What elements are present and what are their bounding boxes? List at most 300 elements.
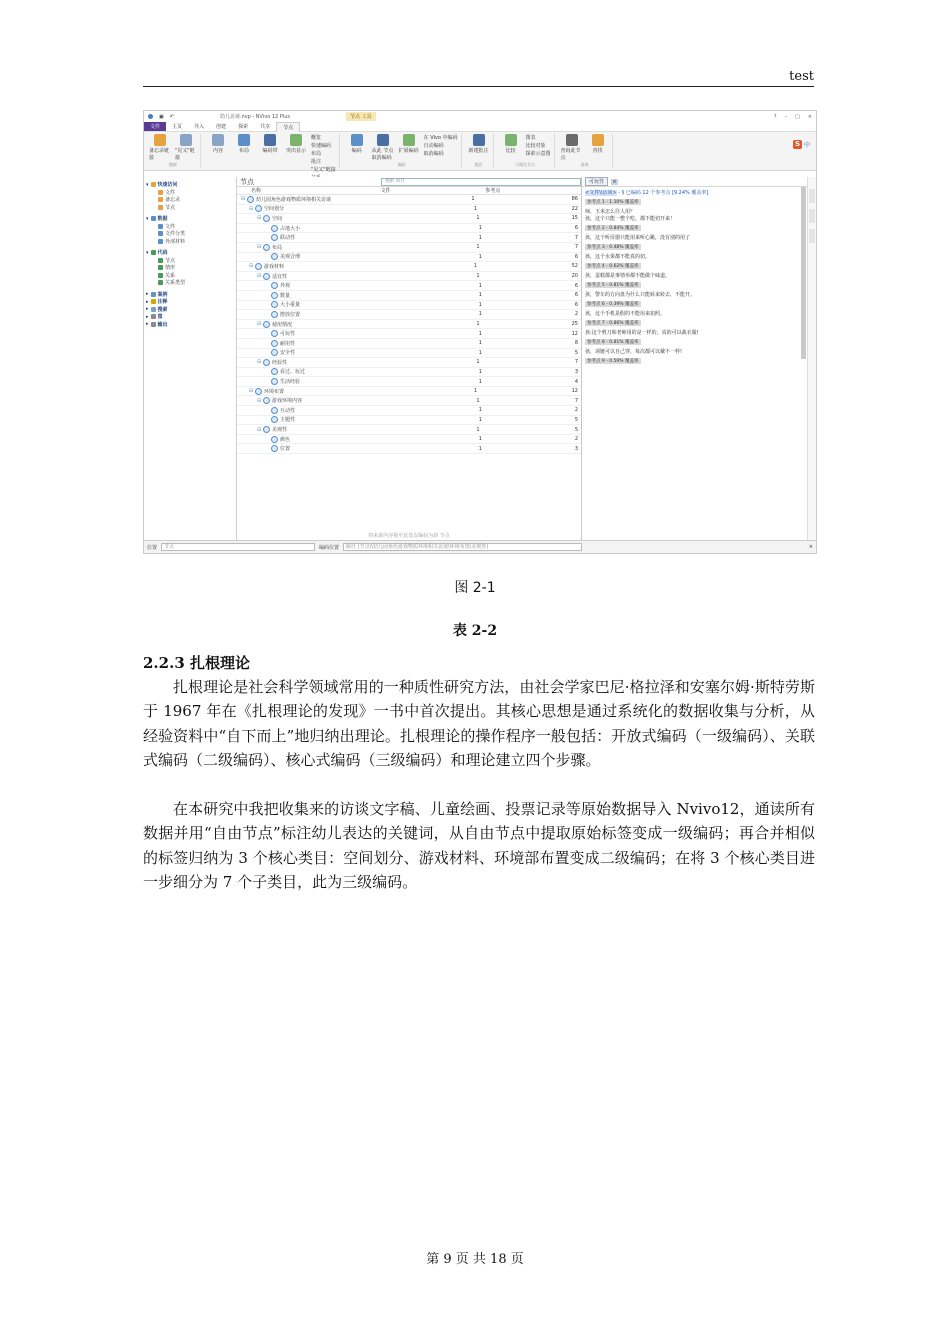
- collapse-icon[interactable]: ⊟: [257, 215, 262, 222]
- node-name-cell: [237, 321, 476, 328]
- node-icon: [263, 397, 270, 404]
- ribbon-group-buttons: [468, 134, 490, 154]
- detail-body: [582, 187, 816, 369]
- reference-header: 参考点 5 - 0.81% 覆盖率: [587, 283, 639, 288]
- ribbon-button[interactable]: [500, 134, 522, 154]
- sogou-icon: S: [794, 140, 800, 148]
- list-header: [237, 177, 581, 187]
- save-icon[interactable]: ▣: [159, 113, 164, 120]
- node-files: 1: [478, 445, 482, 452]
- path-field[interactable]: 路径 (节点\\幼儿园角色游戏物质环境相关访谈\环境布置\美观性): [343, 543, 582, 551]
- node-icon: [263, 426, 270, 433]
- node-name-cell: [237, 225, 478, 232]
- ribbon-small-button[interactable]: 图表: [525, 135, 536, 141]
- node-icon: [271, 436, 278, 443]
- expand-icon[interactable]: ▾: [146, 181, 149, 188]
- reference-header: 参考点 8 - 0.81% 覆盖率: [587, 340, 639, 345]
- statusbar-close-icon[interactable]: ×: [808, 544, 813, 550]
- reference-text: 孩，这个水果都不能真的切。: [585, 254, 651, 260]
- nav-group[interactable]: [146, 215, 234, 223]
- node-icon: [271, 407, 278, 414]
- table-row[interactable]: [237, 301, 581, 311]
- node-name: 大小重量: [280, 302, 301, 309]
- table-row[interactable]: [237, 444, 581, 454]
- ribbon-button[interactable]: [372, 134, 394, 161]
- node-name-cell: [237, 330, 478, 337]
- ribbon-button[interactable]: [561, 134, 583, 161]
- ribbon-small-button[interactable]: 批注: [311, 159, 322, 165]
- reference-block: [585, 301, 813, 317]
- col-files[interactable]: 文件: [380, 188, 391, 194]
- node-name: 环境布置: [264, 388, 285, 395]
- collapse-icon[interactable]: ⊟: [257, 397, 262, 404]
- status-bar: [144, 540, 816, 553]
- maximize-icon[interactable]: □: [795, 113, 800, 120]
- node-name: 互动性: [280, 407, 296, 414]
- nav-item-icon: [158, 205, 163, 210]
- ribbon: [144, 132, 816, 171]
- table-row[interactable]: [237, 253, 581, 263]
- ribbon-small-button[interactable]: 比较对象: [525, 143, 546, 149]
- ribbon-small-button[interactable]: 取消编码: [423, 151, 444, 157]
- node-name: 幼儿园角色游戏物质环境相关访谈: [256, 196, 332, 203]
- ribbon-group-label: 编码: [397, 162, 406, 167]
- summary-link[interactable]: <文件\\访谈>: [585, 190, 617, 196]
- ribbon-button-label: 备忘录链接: [149, 148, 170, 161]
- location-field[interactable]: 节点: [161, 543, 315, 551]
- node-files: 1: [476, 359, 480, 366]
- reference-block: [585, 263, 813, 279]
- nav-item-icon: [158, 239, 163, 244]
- node-name: 颜色: [280, 436, 291, 443]
- ribbon-group-buttons: [149, 134, 197, 161]
- detail-scrollbar[interactable]: [801, 187, 806, 359]
- reference-text: 孩，警车的方向盘为什么只能转来转去、不能开。: [585, 292, 696, 298]
- detail-close-icon[interactable]: ×: [612, 178, 617, 185]
- table-row[interactable]: [237, 406, 581, 416]
- undo-icon[interactable]: ↶: [169, 113, 174, 120]
- ribbon-button-icon: [290, 134, 302, 146]
- table-row[interactable]: [237, 396, 581, 406]
- ribbon-button[interactable]: [233, 134, 255, 154]
- ribbon-button-icon: [264, 134, 276, 146]
- node-refs: 8: [574, 340, 578, 347]
- tab-6[interactable]: 节点: [276, 122, 300, 132]
- nav-item[interactable]: [146, 257, 234, 265]
- node-icon: [271, 234, 278, 241]
- ribbon-group-buttons: [346, 134, 458, 161]
- table-row[interactable]: [237, 262, 581, 272]
- ribbon-button-label: 比较: [505, 148, 516, 154]
- node-refs: 22: [571, 205, 578, 212]
- node-refs: 5: [574, 416, 578, 423]
- table-row[interactable]: [237, 416, 581, 426]
- col-name[interactable]: 名称: [251, 188, 262, 194]
- table-row[interactable]: [237, 425, 581, 435]
- node-name: 主题性: [280, 417, 296, 424]
- node-name-cell: [237, 234, 478, 241]
- nav-item-icon: [158, 273, 163, 278]
- reference-block: [585, 244, 813, 260]
- collapse-icon[interactable]: ⊟: [257, 321, 262, 328]
- nav-item[interactable]: [146, 279, 234, 287]
- reference-text: 孩:这个剪刀和老师用的是一样的，真的可以裁衣服!: [585, 330, 699, 336]
- ribbon-group-label: 可视化节点: [515, 162, 536, 167]
- node-refs: 3: [574, 445, 578, 452]
- collapse-icon[interactable]: ⊟: [257, 426, 262, 433]
- ribbon-group-2: [343, 134, 462, 168]
- node-refs: 15: [571, 215, 578, 222]
- nav-group-icon: [151, 322, 156, 327]
- node-files: 1: [476, 397, 480, 404]
- node-refs: 20: [571, 273, 578, 280]
- node-name: 美观性: [272, 427, 288, 434]
- node-name-cell: [237, 407, 478, 414]
- node-icon: [271, 282, 278, 289]
- ribbon-small-button[interactable]: 探索示意图: [525, 151, 551, 157]
- node-name: 生活经验: [280, 379, 301, 386]
- detail-tab[interactable]: 可玩性: [585, 177, 608, 186]
- search-input[interactable]: 搜索 项目: [381, 178, 581, 186]
- nav-item[interactable]: [146, 204, 234, 212]
- node-icon: [255, 205, 262, 212]
- paragraph-1: 扎根理论是社会科学领域常用的一种质性研究方法，由社会学家巴尼·格拉泽和安塞尔姆·斯特劳斯于 1967 年在《扎根理论的发现》一书中首次提出。其核心思想是通过系统化的数据收集与分析，从经验资料中“自下而上”地归纳出理论。扎根理论的操作程序一般包括：开放式编码（一级编码）、关联式编码（二级编码）、核心式编码（三级编码）和理论建立四个步骤。: [143, 678, 815, 769]
- node-icon: [271, 253, 278, 260]
- tab-2[interactable]: 导入: [194, 124, 205, 130]
- ribbon-button-label: 扩展编码: [398, 148, 419, 154]
- ribbon-small-button[interactable]: 布局: [311, 151, 322, 157]
- collapse-icon[interactable]: ⊟: [257, 359, 262, 366]
- nav-group[interactable]: [146, 298, 234, 306]
- collapse-icon[interactable]: ⊟: [249, 205, 254, 212]
- collapse-icon[interactable]: ⊟: [241, 196, 246, 203]
- main-area: [144, 177, 816, 541]
- nav-group-icon: [151, 250, 156, 255]
- ribbon-group-label: 链接: [169, 162, 177, 167]
- expand-icon[interactable]: ▸: [146, 298, 149, 305]
- nav-group-label: 数据: [157, 216, 168, 223]
- node-icon: [255, 388, 262, 395]
- node-name-cell: [237, 253, 478, 260]
- collapse-icon[interactable]: ⊟: [257, 244, 262, 251]
- ribbon-small-button[interactable]: 快速编码: [311, 143, 332, 149]
- nav-item[interactable]: [146, 264, 234, 272]
- table-row[interactable]: [237, 349, 581, 359]
- nav-item-label: 文件分类: [165, 231, 186, 238]
- ribbon-button[interactable]: [468, 134, 490, 154]
- ribbon-button-icon: [403, 134, 415, 146]
- nav-item[interactable]: [146, 238, 234, 246]
- nav-group-label: 代码: [157, 250, 168, 257]
- table-row[interactable]: [237, 224, 581, 234]
- node-files: 1: [471, 196, 475, 203]
- tab-1[interactable]: 主页: [172, 124, 183, 130]
- table-row[interactable]: [237, 214, 581, 224]
- nav-group[interactable]: [146, 291, 234, 299]
- table-row[interactable]: [237, 368, 581, 378]
- node-icon: [271, 330, 278, 337]
- node-name: 空间划分: [264, 206, 285, 213]
- table-caption: 表 2-2: [452, 623, 498, 639]
- nav-group[interactable]: [146, 313, 234, 321]
- ribbon-button-icon: [566, 134, 578, 146]
- node-name-cell: [237, 273, 476, 280]
- right-sidebar: [807, 177, 816, 541]
- node-name: 空间: [272, 215, 283, 222]
- ribbon-button[interactable]: [149, 134, 171, 161]
- node-icon: [271, 340, 278, 347]
- ribbon-button-icon: [592, 134, 604, 146]
- ribbon-button[interactable]: [285, 134, 307, 154]
- node-name: 游戏环境内容: [272, 398, 303, 405]
- node-icon: [271, 416, 278, 423]
- table-row[interactable]: [237, 195, 581, 205]
- window-controls: [774, 114, 812, 120]
- ribbon-small-buttons: [526, 134, 551, 157]
- node-name: 适宜性: [272, 273, 288, 280]
- node-files: 1: [478, 292, 482, 299]
- node-icon: [255, 263, 262, 270]
- table-row[interactable]: [237, 281, 581, 291]
- node-refs: 25: [571, 321, 578, 328]
- node-files: 1: [476, 215, 480, 222]
- node-name: 看过、玩过: [280, 369, 306, 376]
- node-files: 1: [478, 225, 482, 232]
- nav-item[interactable]: [146, 189, 234, 197]
- nav-group[interactable]: [146, 249, 234, 257]
- help-icon[interactable]: ?: [773, 113, 777, 120]
- expand-icon[interactable]: ▸: [146, 313, 149, 320]
- node-refs: 7: [574, 234, 578, 241]
- minimize-icon[interactable]: –: [784, 113, 788, 120]
- ribbon-small-button[interactable]: "见又"链接: [311, 167, 336, 173]
- node-files: 1: [478, 378, 482, 385]
- ribbon-button-icon: [212, 134, 224, 146]
- ribbon-button-icon: [351, 134, 363, 146]
- nav-item-icon: [158, 224, 163, 229]
- ribbon-button-icon: [154, 134, 166, 146]
- expand-icon[interactable]: ▸: [146, 306, 149, 313]
- ribbon-group-buttons: [500, 134, 551, 157]
- nav-group-label: 图: [157, 314, 163, 321]
- nav-group-label: 输出: [157, 321, 168, 328]
- tab-4[interactable]: 探索: [238, 124, 249, 130]
- table-row[interactable]: [237, 358, 581, 368]
- reference-block: [585, 358, 813, 364]
- node-files: 1: [478, 234, 482, 241]
- nav-group[interactable]: [146, 321, 234, 329]
- node-name-cell: [237, 263, 473, 270]
- ribbon-button-label: 新建批注: [468, 148, 489, 154]
- node-files: 1: [478, 282, 482, 289]
- node-refs: 12: [571, 330, 578, 337]
- node-name-cell: [237, 397, 476, 404]
- node-files: 1: [478, 311, 482, 318]
- node-icon: [271, 301, 278, 308]
- expand-icon[interactable]: ▸: [146, 291, 149, 298]
- nav-item[interactable]: [146, 223, 234, 231]
- node-name: 可玩性: [280, 331, 296, 338]
- collapse-icon[interactable]: ⊟: [249, 263, 254, 270]
- node-name-cell: [237, 349, 478, 356]
- node-files: 1: [473, 388, 478, 395]
- node-name-cell: [237, 388, 473, 395]
- col-refs[interactable]: 参考点: [485, 188, 501, 194]
- node-icon: [271, 311, 278, 318]
- node-name-cell: [237, 378, 478, 385]
- table-row[interactable]: [237, 233, 581, 243]
- paragraph-2: 在本研究中我把收集来的访谈文字稿、儿童绘画、投票记录等原始数据导入 Nvivo12，通读所有数据并用“自由节点”标注幼儿表达的关键词，从自由节点中提取原始标签变成一级编码；再合并相似的标签归纳为 3 个核心类目：空间划分、游戏材料、环境部布置变成二级编码；在将 3 个核心类目进一步细分为 7 个子类目，此为三级编码。: [143, 800, 815, 891]
- sidebar-tab-2[interactable]: [809, 209, 815, 223]
- ribbon-button[interactable]: [398, 134, 420, 154]
- reference-block: [585, 225, 813, 241]
- node-name: 位置: [280, 446, 291, 453]
- node-name-cell: [237, 311, 478, 318]
- node-files: 1: [476, 321, 480, 328]
- ribbon-group-1: [204, 134, 340, 173]
- node-icon: [263, 273, 270, 280]
- node-files: 1: [476, 273, 480, 280]
- reference-header: 参考点 7 - 0.86% 覆盖率: [587, 321, 639, 326]
- node-refs: 2: [574, 311, 578, 318]
- list-footer-hint: 将来源内容拖至此处以编码为新 节点: [368, 533, 450, 539]
- node-refs: 4: [574, 378, 578, 385]
- node-icon: [263, 215, 270, 222]
- table-row[interactable]: [237, 339, 581, 349]
- node-name: 外观: [280, 283, 291, 290]
- nav-item-icon: [158, 258, 163, 263]
- sidebar-tab-1[interactable]: [809, 189, 815, 203]
- navigation-pane: [144, 177, 237, 541]
- ribbon-button-icon: [377, 134, 389, 146]
- reference-header: 参考点 1 - 1.10% 覆盖率: [587, 200, 639, 205]
- node-files: 1: [476, 426, 480, 433]
- nav-item-label: 文件: [165, 189, 176, 196]
- reference-text: 师，玉米怎么往人用？ 孩，这个只能一整个吃，都不能切开来！: [585, 209, 676, 222]
- node-refs: 12: [571, 388, 578, 395]
- table-row[interactable]: [237, 329, 581, 339]
- nav-item[interactable]: [146, 196, 234, 204]
- expand-icon[interactable]: ▸: [146, 321, 149, 328]
- reference-block: [585, 199, 813, 222]
- table-row[interactable]: [237, 205, 581, 215]
- window-titlebar: [144, 111, 816, 122]
- nav-item-label: 关系类型: [165, 280, 186, 287]
- node-files: 1: [478, 407, 482, 414]
- node-files: 1: [478, 436, 482, 443]
- context-tab: 节点 工具: [346, 112, 376, 121]
- nav-group-label: 快速访问: [157, 182, 178, 189]
- node-refs: 6: [574, 282, 578, 289]
- node-icon: [263, 321, 270, 328]
- ribbon-button-icon: [473, 134, 485, 146]
- node-icon: [271, 445, 278, 452]
- ribbon-small-button[interactable]: 概览: [311, 135, 322, 141]
- nav-group-icon: [151, 182, 156, 187]
- nav-item-label: 关系: [165, 272, 176, 279]
- node-files: 1: [476, 244, 480, 251]
- ribbon-button[interactable]: [587, 134, 609, 154]
- node-name: 布局: [272, 244, 283, 251]
- page-header: test: [789, 69, 814, 84]
- nav-item-label: 备忘录: [165, 197, 181, 204]
- node-files: 1: [473, 263, 478, 270]
- reference-text: 孩，蛋糕都是事情举都不能做个味道。: [585, 273, 671, 279]
- section-title: 2.2.3 扎根理论: [143, 654, 250, 672]
- sidebar-tab-3[interactable]: [809, 229, 815, 243]
- ribbon-button-label: 编码带: [262, 148, 278, 154]
- node-name-cell: [237, 292, 478, 299]
- ribbon-button[interactable]: [259, 134, 281, 154]
- ribbon-small-button[interactable]: 在 Vivo 中编码: [423, 135, 458, 141]
- node-name-cell: [237, 215, 476, 222]
- node-files: 1: [478, 368, 482, 375]
- ribbon-button-label: 突出显示: [285, 148, 306, 154]
- node-icon: [263, 244, 270, 251]
- table-row[interactable]: [237, 291, 581, 301]
- reference-header: 参考点 9 - 0.59% 覆盖率: [587, 359, 639, 364]
- reference-header: 参考点 2 - 0.84% 覆盖率: [587, 226, 639, 231]
- reference-header: 参考点 3 - 0.48% 覆盖率: [587, 245, 639, 250]
- node-name-cell: [237, 368, 478, 375]
- table-row[interactable]: [237, 310, 581, 320]
- node-refs: 52: [571, 263, 578, 270]
- tab-0[interactable]: 文件: [144, 122, 166, 131]
- nav-item[interactable]: [146, 230, 234, 238]
- ribbon-group-label: 批注: [474, 162, 483, 167]
- nav-item[interactable]: [146, 272, 234, 280]
- ribbon-button-icon: [505, 134, 517, 146]
- tab-5[interactable]: 共享: [260, 124, 271, 130]
- nav-item-label: 外部材料: [165, 238, 186, 245]
- tab-3[interactable]: 创建: [216, 124, 227, 130]
- code-at-label: 编码位置: [319, 544, 340, 551]
- ribbon-button[interactable]: [207, 134, 229, 154]
- node-name: 摆放位置: [280, 311, 301, 318]
- node-name: 经验性: [272, 359, 288, 366]
- table-row[interactable]: [237, 243, 581, 253]
- table-row[interactable]: [237, 272, 581, 282]
- collapse-icon[interactable]: ⊟: [249, 388, 254, 395]
- nav-group[interactable]: [146, 306, 234, 314]
- location-label: 位置: [147, 544, 158, 551]
- node-name: 游戏材料: [264, 263, 285, 270]
- sogou-ime[interactable]: S 中: [794, 140, 810, 149]
- page-footer: 第 9 页 共 18 页: [426, 1252, 524, 1267]
- table-row[interactable]: [237, 320, 581, 330]
- nav-group[interactable]: [146, 181, 234, 189]
- node-name: 安全性: [280, 350, 296, 357]
- node-refs: 6: [574, 253, 578, 260]
- node-refs: 5: [574, 349, 578, 356]
- collapse-icon[interactable]: ⊟: [257, 273, 262, 280]
- ribbon-button[interactable]: [175, 134, 197, 161]
- node-name-cell: [237, 445, 478, 452]
- table-row[interactable]: [237, 377, 581, 387]
- expand-icon[interactable]: ▾: [146, 215, 149, 222]
- ribbon-small-button[interactable]: 自动编码: [423, 143, 444, 149]
- node-name-cell: [237, 205, 473, 212]
- reference-text: 孩，这个听诊器只能用来听心跳，没有别的用了: [585, 235, 691, 241]
- node-files: 1: [478, 301, 482, 308]
- node-name-cell: [237, 301, 478, 308]
- close-icon[interactable]: ×: [807, 113, 812, 120]
- table-row[interactable]: [237, 435, 581, 445]
- ribbon-button[interactable]: [346, 134, 368, 154]
- node-name-cell: [237, 359, 476, 366]
- table-row[interactable]: [237, 387, 581, 397]
- expand-icon[interactable]: ▾: [146, 249, 149, 256]
